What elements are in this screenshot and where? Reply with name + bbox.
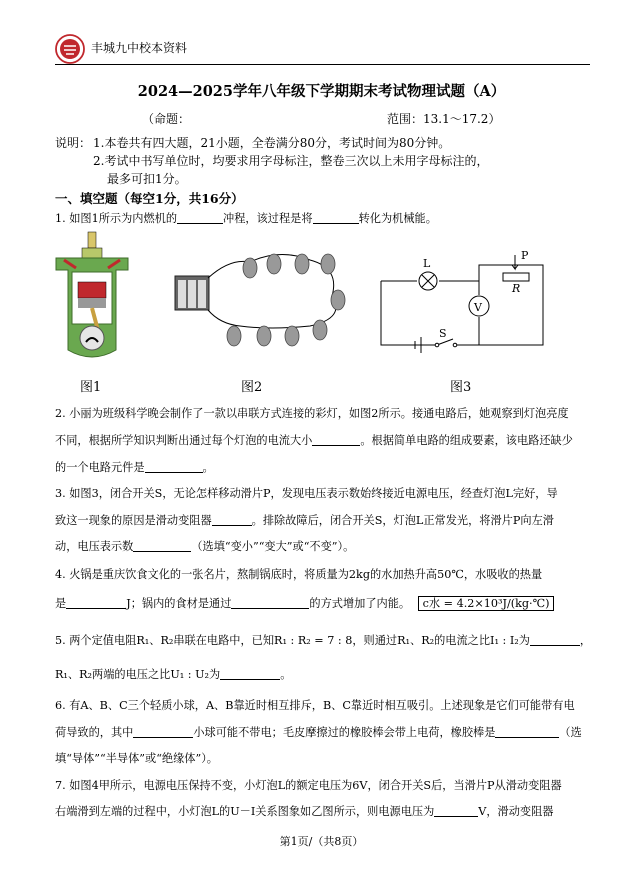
page-title: 2024—2025学年八年级下学期期末考试物理试题（A） (137, 83, 506, 100)
answer-blank[interactable] (177, 211, 223, 224)
scope-line: 范围：13.1～17.2） (387, 112, 501, 126)
battery-pack (175, 276, 209, 310)
question-3-line-1: 3. 如图3，闭合开关S，无论怎样移动滑片P，发现电压表示数始终接近电源电压，经查灯泡L完好，导 (55, 487, 558, 500)
note-3: 最多可扣1分。 (107, 172, 187, 186)
school-name: 丰城九中校本资料 (91, 41, 188, 55)
question-4-line-2: 是 J；锅内的食材是通过 的方式增加了内能。 c水 = 4.2×10³J/(kg·℃) (55, 595, 554, 611)
figure-2-string-lights (170, 238, 360, 358)
answer-blank[interactable] (530, 633, 580, 646)
question-6-line-3: 填“导体”“半导体”或“绝缘体”）。 (55, 752, 218, 765)
figure-1-engine (52, 230, 132, 365)
question-5-line-2: R₁、R₂两端的电压之比U₁ : U₂为 。 (55, 668, 292, 681)
question-2-line-1: 2. 小丽为班级科学晚会制作了一款以串联方式连接的彩灯，如图2所示。接通电路后，她观察到灯泡亮度 (55, 407, 569, 420)
note-2: 2.考试中书写单位时，均要求用字母标注，整卷三次以上未用字母标注的， (93, 154, 489, 168)
author-line: （命题： (142, 112, 191, 126)
question-2-line-2: 不同，根据所学知识判断出通过每个灯泡的电流大小 。根据简单电路的组成要素，该电路还缺少 (55, 434, 573, 447)
answer-blank[interactable] (133, 539, 191, 552)
question-6-line-2: 荷导致的，其中 小球可能不带电；毛皮摩擦过的橡胶棒会带上电荷，橡胶棒是 （选 (55, 726, 582, 739)
answer-blank[interactable] (66, 596, 126, 609)
label-L: L (423, 257, 431, 270)
question-7-line-1: 7. 如图4甲所示，电源电压保持不变，小灯泡L的额定电压为6V，闭合开关S后，当滑片P从滑动变阻器 (55, 779, 562, 792)
notes-prefix: 说明： (55, 136, 92, 150)
question-3-line-3: 动，电压表示数 （选填“变小”“变大”或“不变”）。 (55, 540, 355, 553)
label-P: P (521, 249, 529, 262)
answer-blank[interactable] (313, 211, 359, 224)
caption-fig2: 图2 (241, 380, 263, 395)
question-6-line-1: 6. 有A、B、C三个轻质小球，A、B靠近时相互排斥，B、C靠近时相互吸引。上述现象是它们可能带有电 (55, 699, 575, 712)
header-rule (55, 64, 590, 65)
answer-blank[interactable] (495, 725, 559, 738)
answer-blank[interactable] (312, 433, 360, 446)
answer-blank[interactable] (145, 460, 203, 473)
question-5-line-1: 5. 两个定值电阻R₁、R₂串联在电路中，已知R₁ : R₂ = 7 : 8，则通过R₁、R₂的电流之比I₁ : I₂为 ， (55, 634, 592, 647)
school-logo (55, 34, 85, 64)
label-S: S (439, 327, 447, 340)
note-1: 1.本卷共有四大题，21小题，全卷满分80分，考试时间为80分钟。 (93, 136, 451, 150)
caption-fig1: 图1 (80, 380, 102, 395)
water-specific-heat-formula: c水 = 4.2×10³J/(kg·℃) (418, 596, 555, 611)
caption-fig3: 图3 (450, 380, 472, 395)
label-R: R (512, 282, 521, 295)
question-7-line-2: 右端滑到左端的过程中，小灯泡L的U－I关系图象如乙图所示，则电源电压为 V，滑动变阻器 (55, 805, 554, 818)
label-V: V (474, 301, 482, 314)
answer-blank[interactable] (133, 725, 193, 738)
answer-blank[interactable] (220, 667, 280, 680)
question-4-line-1: 4. 火锅是重庆饮食文化的一张名片，熬制锅底时，将质量为2kg的水加热升高50℃，水吸收的热量 (55, 568, 543, 581)
answer-blank[interactable] (231, 596, 309, 609)
question-3-line-2: 致这一现象的原因是滑动变阻器 。排除故障后，闭合开关S，灯泡L正常发光，将滑片P向左滑 (55, 514, 554, 527)
figure-3-circuit (375, 245, 550, 355)
question-1: 1. 如图1所示为内燃机的 冲程，该过程是将 转化为机械能。 (55, 212, 437, 225)
answer-blank[interactable] (434, 804, 478, 817)
question-2-line-3: 的一个电路元件是 。 (55, 461, 214, 474)
section-heading: 一、填空题（每空1分，共16分） (55, 191, 244, 206)
lamp-symbol (419, 272, 437, 290)
page-footer: 第1页/（共8页） (279, 835, 364, 848)
answer-blank[interactable] (212, 513, 252, 526)
